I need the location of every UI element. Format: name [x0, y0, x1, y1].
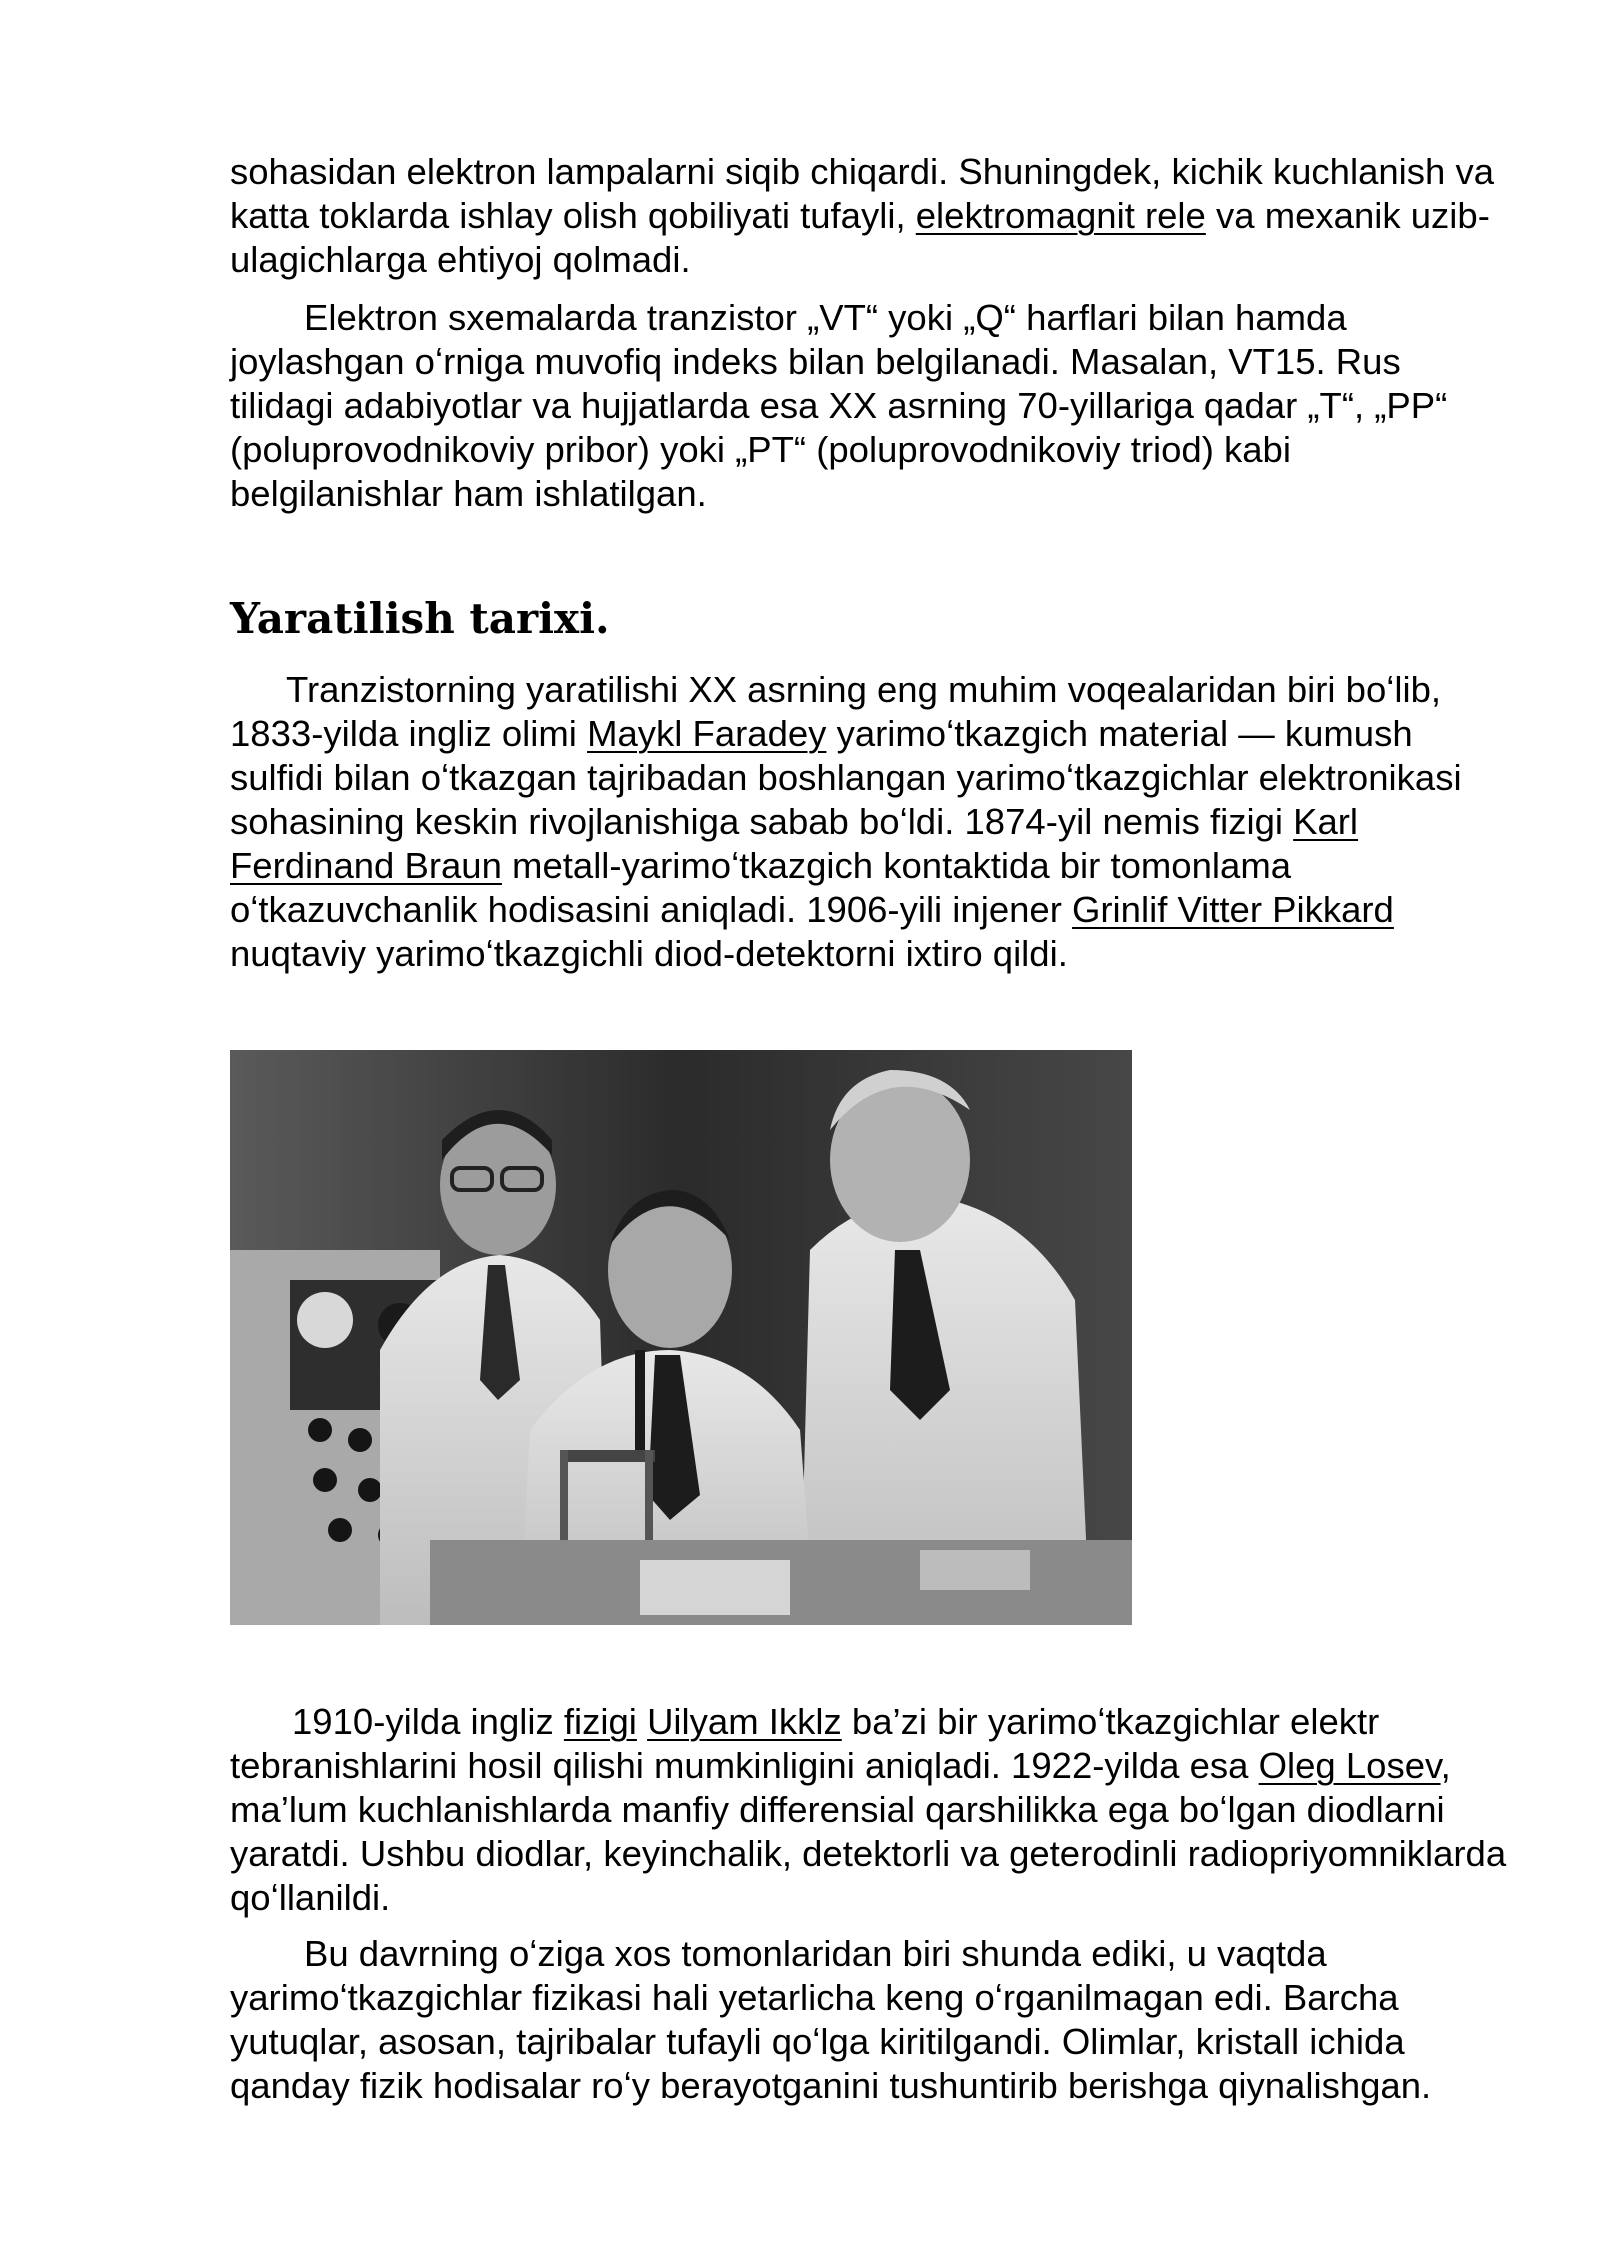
text: sohasidan elektron lampalarni siqib chiqardi. Shuningdek, kichik kuchlanish va katta toklarda ishlay olish qobiliyati tufayli, — [230, 151, 1495, 236]
text: Tranzistorning yaratilishi XX asrning eng muhim voqealaridan biri boʻlib, 1833-yilda ingliz olimi — [230, 669, 1442, 754]
text: nuqtaviy yarimoʻtkazgichli diod-detektorni ixtiro qildi. — [230, 933, 1068, 974]
text: 1910-yilda ingliz — [292, 1701, 564, 1742]
paragraph-1 — [230, 150, 1510, 282]
link-elektromagnit-rele[interactable]: elektromagnit rele — [915, 195, 1206, 236]
paragraph-5 — [230, 1932, 1510, 2108]
link-uilyam-ikklz[interactable]: Uilyam Ikklz — [647, 1701, 842, 1742]
text: ba’zi bir yarimoʻtkazgichlar elektr tebranishlarini hosil qilishi mumkinligini aniqladi. 1922-yilda esa — [230, 1701, 1380, 1786]
link-maykl-faradey[interactable]: Maykl Faradey — [587, 713, 827, 754]
text: Bu davrning oʻziga xos tomonlaridan biri shunda ediki, u vaqtda yarimoʻtkazgichlar fizikasi hali yetarlicha keng oʻrganilmagan edi. Barcha yutuqlar, asosan, tajribalar tufayli qoʻlga kiritilgandi. Olimlar, kristall ichida qanday fizik hodisalar roʻy berayotganini tushuntirib berishga qiynalishgan. — [230, 1933, 1432, 2106]
link-grinlif-vitter-pikkard[interactable]: Grinlif Vitter Pikkard — [1072, 889, 1394, 930]
section-heading: Yaratilish tarixi. — [230, 594, 610, 643]
text: va mexanik uzib-ulagichlarga ehtiyoj qolmadi. — [230, 195, 1490, 280]
link-karl-ferdinand-braun[interactable]: Karl Ferdinand Braun — [230, 801, 1359, 886]
paragraph-3 — [230, 668, 1510, 976]
photo-illustration — [230, 1050, 1132, 1625]
text: yarimoʻtkazgich material — kumush sulfidi bilan oʻtkazgan tajribadan boshlangan yarimoʻtkazgichlar elektronikasi sohasining keskin rivojlanishiga sabab boʻldi. 1874-yil nemis fizigi — [230, 713, 1462, 842]
paragraph-2 — [230, 296, 1510, 516]
text: , ma’lum kuchlanishlarda manfiy differensial qarshilikka ega boʻlgan diodlarni yaratdi. Ushbu diodlar, keyinchalik, detektorli va geterodinli radiopriyomniklarda qoʻllanildi. — [230, 1745, 1507, 1918]
link-fizigi[interactable]: fizigi — [563, 1701, 637, 1742]
paragraph-4 — [230, 1700, 1510, 1920]
text: metall-yarimoʻtkazgich kontaktida bir tomonlama oʻtkazuvchanlik hodisasini aniqladi. 1906-yili injener — [230, 845, 1292, 930]
text: Elektron sxemalarda tranzistor „VT“ yoki „Q“ harflari bilan hamda joylashgan oʻrniga muvofiq indeks bilan belgilanadi. Masalan, VT15. Rus tilidagi adabiyotlar va hujjatlarda esa XX asrning 70-yillariga qadar „T“, „PP“ (poluprovodnikoviy pribor) yoki „PT“ (poluprovodnikoviy triod) kabi belgilanishlar ham ishlatilgan. — [230, 297, 1448, 514]
historical-photo — [230, 1050, 1132, 1625]
link-oleg-losev[interactable]: Oleg Losev — [1258, 1745, 1441, 1786]
text — [637, 1701, 647, 1742]
